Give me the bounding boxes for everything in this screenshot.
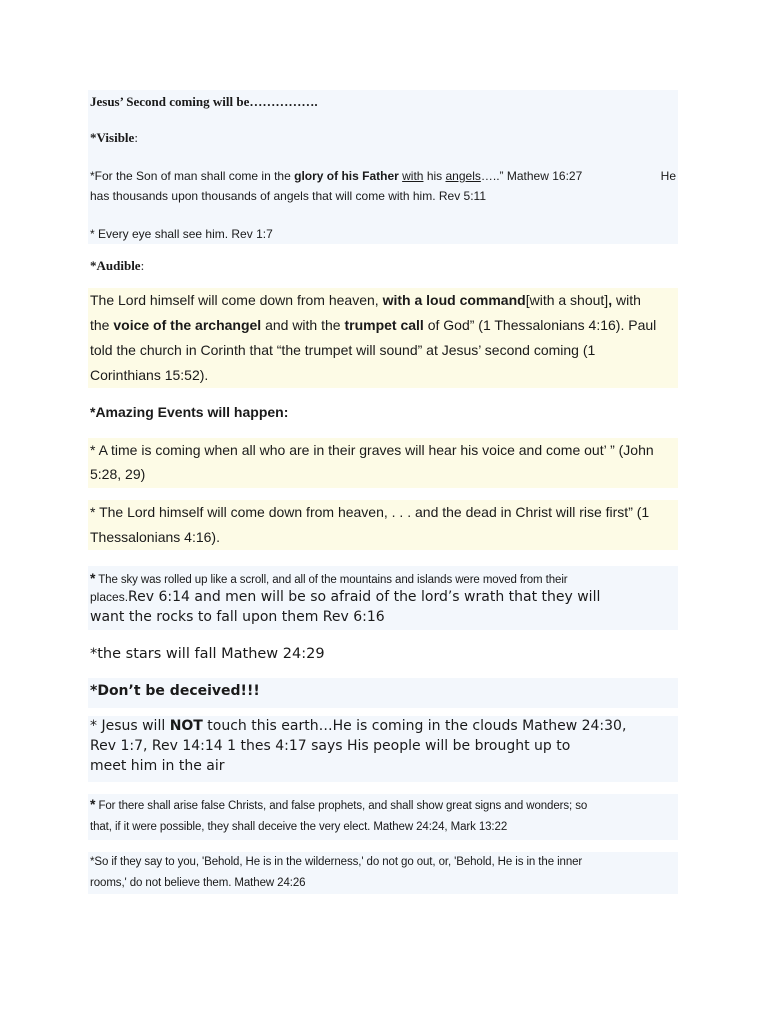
deceived-p3-line-2: rooms,' do not believe them. Mathew 24:26 [90, 877, 306, 889]
amazing-paragraph-2 [88, 500, 678, 550]
visible-p2-text: * Every eye shall see him. Rev 1:7 [90, 227, 273, 241]
amazing-paragraph-1 [88, 438, 678, 488]
amazing-p3-line-2: places.Rev 6:14 and men will be so afraid of the lord’s wrath that they will [90, 589, 601, 605]
visible-paragraph-2 [88, 218, 678, 244]
visible-heading-block [88, 116, 678, 156]
audible-line-2: the voice of the archangel and with the trumpet call of God” (1 Thessalonians 4:16). Paul [90, 317, 657, 333]
amazing-p2-line-1: * The Lord himself will come down from heaven, . . . and the dead in Christ will rise first” (1 [90, 504, 650, 520]
amazing-paragraph-4 [88, 644, 678, 668]
visible-p1-trailing-word: He [660, 169, 676, 183]
amazing-p1-line-1: * A time is coming when all who are in their graves will hear his voice and come out’ ” (John [90, 442, 654, 458]
deceived-p3-line-1: *So if they say to you, 'Behold, He is in the wilderness,' do not go out, or, 'Behold, He is in the inner [90, 856, 583, 868]
amazing-paragraph-3 [88, 566, 678, 630]
audible-line-4: Corinthians 15:52). [90, 367, 209, 383]
deceived-paragraph-3 [88, 852, 678, 894]
section-amazing-title: *Amazing Events will happen: [90, 404, 289, 420]
amazing-heading-block [88, 402, 678, 424]
audible-paragraph [88, 288, 678, 388]
visible-p1-line-1: *For the Son of man shall come in the glory of his Father with his angels…..” Mathew 16:27 [90, 169, 583, 183]
amazing-p3-line-3: want the rocks to fall upon them Rev 6:16 [90, 609, 385, 625]
amazing-p4-text: *the stars will fall Mathew 24:29 [90, 646, 325, 662]
amazing-p2-line-2: Thessalonians 4:16). [90, 529, 220, 545]
heading-block [88, 90, 678, 116]
section-deceived-title: *Don’t be deceived!!! [90, 683, 260, 699]
amazing-p1-line-2: 5:28, 29) [90, 466, 146, 482]
section-visible-title: *Visible: [90, 130, 138, 145]
deceived-p2-line-2: that, if it were possible, they shall deceive the very elect. Mathew 24:24, Mark 13:22 [90, 821, 508, 833]
visible-paragraph-1 [88, 156, 678, 218]
deceived-p2-line-1: * For there shall arise false Christs, and false prophets, and shall show great signs and wonders; so [90, 796, 588, 812]
deceived-p1-line-2: Rev 1:7, Rev 14:14 1 thes 4:17 says His people will be brought up to [90, 738, 571, 754]
deceived-paragraph-2 [88, 794, 678, 840]
audible-line-1: The Lord himself will come down from heaven, with a loud command[with a shout], with [90, 292, 641, 308]
audible-heading-block [88, 256, 678, 278]
deceived-p1-line-3: meet him in the air [90, 758, 225, 774]
audible-line-3: told the church in Corinth that “the trumpet will sound” at Jesus’ second coming (1 [90, 342, 596, 358]
section-audible-title: *Audible: [90, 258, 145, 273]
page-title: Jesus’ Second coming will be……………. [90, 94, 318, 109]
deceived-heading-block [88, 678, 678, 708]
deceived-paragraph-1 [88, 716, 678, 782]
amazing-p3-line-1: * The sky was rolled up like a scroll, and all of the mountains and islands were moved from their [90, 570, 568, 586]
visible-p1-line-2: has thousands upon thousands of angels that will come with him. Rev 5:11 [90, 189, 487, 203]
deceived-p1-line-1: * Jesus will NOT touch this earth…He is coming in the clouds Mathew 24:30, [90, 718, 627, 734]
